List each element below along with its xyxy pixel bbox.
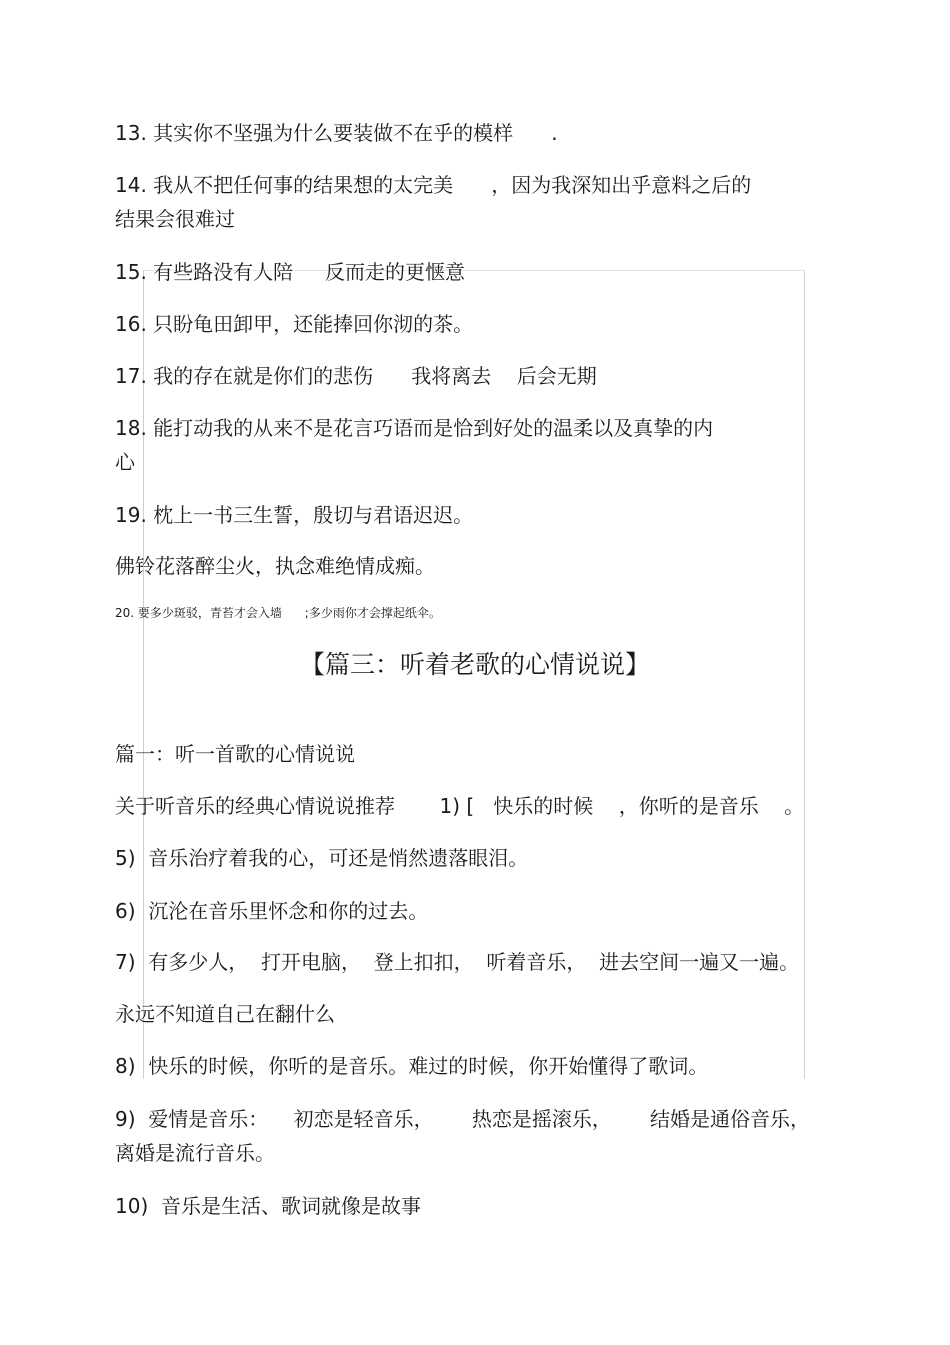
text-line-17: 17. 我的存在就是你们的悲伤 我将离去 后会无期 <box>115 364 597 388</box>
text-line-18-cont: 心 <box>115 450 135 474</box>
text-item-9-cont: 离婚是流行音乐。 <box>115 1141 275 1165</box>
text-item-8: 8) 快乐的时候，你听的是音乐。难过的时候，你开始懂得了歌词。 <box>115 1054 709 1078</box>
text-line-15: 15. 有些路没有人陪 反而走的更惬意 <box>115 260 465 284</box>
text-line-20: 20. 要多少斑驳，青苔才会入墙 ;多少雨你才会撑起纸伞。 <box>115 606 441 620</box>
text-item-7: 7) 有多少人， 打开电脑， 登上扣扣， 听着音乐， 进去空间一遍又一遍。 <box>115 950 800 974</box>
text-line-16: 16. 只盼龟田卸甲，还能捧回你沏的茶。 <box>115 312 474 336</box>
text-line-14: 14. 我从不把任何事的结果想的太完美 ，因为我深知出乎意料之后的 <box>115 173 752 197</box>
text-line-19: 19. 枕上一书三生誓，殷切与君语迟迟。 <box>115 503 474 527</box>
text-para-1: 篇一：听一首歌的心情说说 <box>115 742 355 766</box>
text-item-10: 10) 音乐是生活、歌词就像是故事 <box>115 1194 421 1218</box>
section-heading: 【篇三：听着老歌的心情说说】 <box>299 650 650 679</box>
text-line-13: 13. 其实你不坚强为什么要装做不在乎的模样 . <box>115 121 558 145</box>
text-item-5: 5) 音乐治疗着我的心，可还是悄然遗落眼泪。 <box>115 846 529 870</box>
text-line-19-cont: 佛铃花落醉尘火，执念难绝情成痴。 <box>115 554 435 578</box>
text-line-18: 18. 能打动我的从来不是花言巧语而是恰到好处的温柔以及真挚的内 <box>115 416 714 440</box>
text-item-9: 9) 爱情是音乐： 初恋是轻音乐， 热恋是摇滚乐， 结婚是通俗音乐， <box>115 1107 810 1131</box>
text-item-6: 6) 沉沦在音乐里怀念和你的过去。 <box>115 899 429 923</box>
text-para-2: 关于听音乐的经典心情说说推荐 1) [ 快乐的时候 ，你听的是音乐 。 <box>115 794 805 818</box>
text-line-14-cont: 结果会很难过 <box>115 207 235 231</box>
text-item-7-cont: 永远不知道自己在翻什么 <box>115 1002 335 1026</box>
